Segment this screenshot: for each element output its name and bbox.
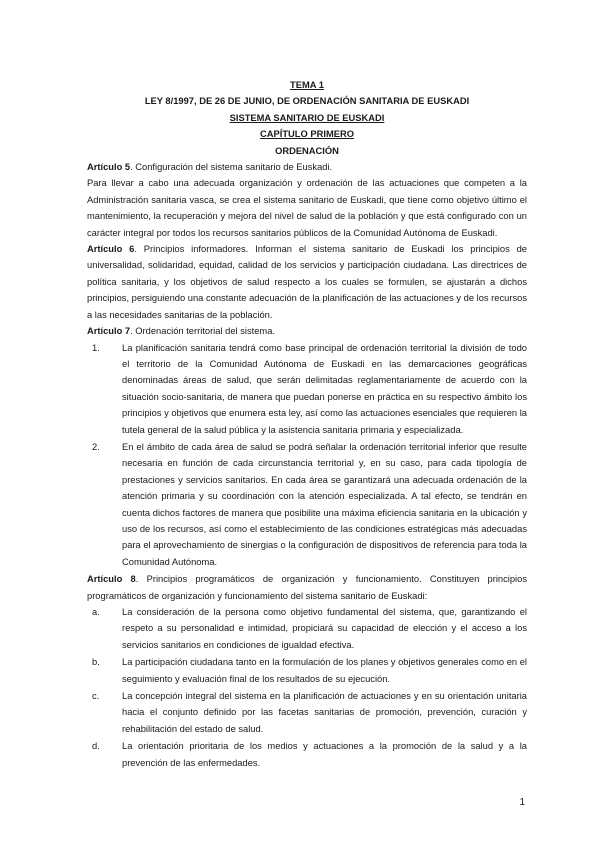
- list-marker: d.: [92, 741, 100, 752]
- article-5-paragraph: Para llevar a cabo una adecuada organización y ordenación de las actuaciones que competen a la Administración sanitaria vasca, se crea el sistema sanitario de Euskadi, que tiene como objetivo último el mantenimiento, la recuperación y mejora del nivel de salud de la población y que está configurado con un carácter integral por todos los recursos sanitarios públicos de la Comunidad Autónoma de Euskadi.: [87, 178, 527, 238]
- tema-title: TEMA 1: [290, 80, 324, 90]
- article-5-heading: [87, 159, 527, 175]
- article-8-text: . Principios programáticos de organización y funcionamiento. Constituyen principios programáticos de organización y funcionamiento del sistema sanitario de Euskadi:: [87, 574, 527, 601]
- list-item: [87, 738, 527, 771]
- list-item-text: La orientación prioritaria de los medios y actuaciones a la promoción de la salud y a la prevención de las enfermedades.: [122, 741, 527, 768]
- article-7-heading-text: . Ordenación territorial del sistema.: [130, 326, 275, 337]
- article-7-list: [87, 340, 527, 571]
- article-5-heading-text: . Configuración del sistema sanitario de Euskadi.: [130, 162, 333, 173]
- list-item-text: La planificación sanitaria tendrá como base principal de ordenación territorial la división de todo el territorio de la Comunidad Autónoma de Euskadi en las demarcaciones geográficas denominadas áreas de salud, que serán delimitadas reglamentariamente de acuerdo con la situación socio-sanitaria, de manera que puedan ponerse en práctica en su respectivo ámbito los principios y objetivos que enumera esta ley, así como las actuaciones esenciales que requieren la tutela general de la salud pública y la asistencia sanitaria primaria y especializada.: [122, 342, 527, 435]
- list-item-text: La consideración de la persona como objetivo fundamental del sistema, que, garantizando el respeto a su personalidad e intimidad, propiciará su capacidad de elección y el acceso a los servicios sanitarios en condiciones de igualdad efectiva.: [122, 607, 527, 650]
- list-item: [87, 604, 527, 653]
- list-marker: c.: [92, 691, 100, 702]
- document-body: [87, 77, 527, 772]
- section-title: ORDENACIÓN: [275, 145, 339, 156]
- list-item: [87, 340, 527, 438]
- law-title: LEY 8/1997, DE 26 DE JUNIO, DE ORDENACIÓN SANITARIA DE EUSKADI: [144, 96, 470, 107]
- article-5-title: Artículo 5: [87, 162, 131, 173]
- list-item-text: La participación ciudadana tanto en la formulación de los planes y objetivos generales como en el seguimiento y evaluación final de los resultados de su ejecución.: [122, 657, 527, 684]
- list-marker: a.: [92, 607, 100, 617]
- list-item: [87, 654, 527, 687]
- article-6-title: Artículo 6: [87, 244, 135, 255]
- list-item-text: La concepción integral del sistema en la planificación de actuaciones y en su orientación unitaria hacia el conjunto definido por las facetas sanitarias de promoción, prevención, curación y rehabilitación del estado de salud.: [122, 691, 527, 734]
- chapter-title: CAPÍTULO PRIMERO: [260, 129, 354, 140]
- article-6-paragraph: [87, 241, 527, 323]
- article-8-paragraph: [87, 571, 527, 604]
- article-8-list: [87, 604, 527, 771]
- list-item: [87, 439, 527, 570]
- system-title: SISTEMA SANITARIO DE EUSKADI: [229, 112, 385, 123]
- article-7-heading: [87, 323, 527, 339]
- list-marker: 1.: [92, 342, 100, 353]
- article-6-text: . Principios informadores. Informan el sistema sanitario de Euskadi los principios de universalidad, solidaridad, equidad, calidad de los servicios y participación ciudadana. Las directrices de política sanitaria, y los objetivos de salud respecto a los cuales se formulen, se ajustarán a dichos principios, persiguiendo una constante adecuación de la planificación de las actuaciones y de los recursos a las necesidades sanitarias de la población.: [87, 244, 527, 320]
- article-8-title: Artículo 8: [87, 574, 136, 585]
- article-7-title: Artículo 7: [87, 326, 131, 337]
- list-item-text: En el ámbito de cada área de salud se podrá señalar la ordenación territorial inferior que resulte necesaria en función de cada circunstancia territorial y, en su caso, para cada tipología de prestaciones y servicios sanitarios. En cada área se garantizará una adecuada ordenación de la atención primaria y su coordinación con la atención especializada. A tal efecto, se tendrán en cuenta dichos factores de manera que posibilite una máxima eficiencia sanitaria en la ubicación y uso de los recursos, así como el establecimiento de las condiciones estratégicas más adecuadas para el aprovechamiento de sinergias o la configuración de dispositivos de referencia para toda la Comunidad Autónoma.: [122, 441, 527, 567]
- page-number: 1: [519, 797, 525, 808]
- list-marker: 2.: [92, 441, 100, 452]
- list-item: [87, 688, 527, 737]
- list-marker: b.: [92, 657, 100, 668]
